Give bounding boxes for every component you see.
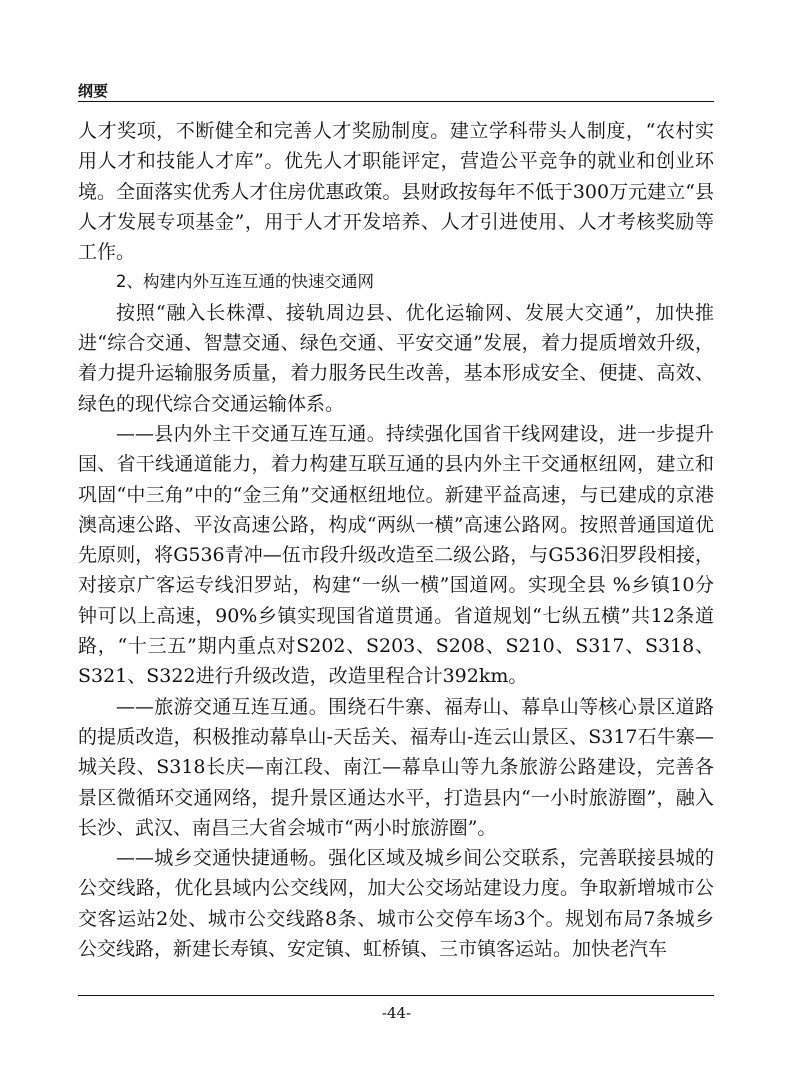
- document-body: [78, 116, 714, 964]
- paragraph-urban-rural-transit: ——城乡交通快捷通畅。强化区域及城乡间公交联系，完善联接县城的公交线路，优化县域内公交线网，加大公交场站建设力度。争取新增城市公交客运站2处、城市公交线路8条、城市公交停车场3个。规划布局7条城乡公交线路，新建长寿镇、安定镇、虹桥镇、三市镇客运站。加快老汽车: [78, 847, 714, 961]
- page-number: -44-: [381, 1004, 412, 1022]
- paragraph-trunk-roads: ——县内外主干交通互连互通。持续强化国省干线网建设，进一步提升国、省干线通道能力，着力构建互联互通的县内外主干交通枢纽网，建立和巩固“中三角”中的“金三角”交通枢纽地位。新建平益高速，与已建成的京港澳高速公路、平汝高速公路，构成“两纵一横”高速公路网。按照普通国道优先原则，将G536青冲—伍市段升级改造至二级公路，与G536汨罗段相接，对接京广客运专线汨罗站，构建“一纵一横”国道网。实现全县 %乡镇10分钟可以上高速，90%乡镇实现国省道贯通。省道规划“七纵五横”共12条道路，“十三五”期内重点对S202、S203、S208、S210、S317、S318、S321、S322进行升级改造，改造里程合计392km。: [78, 422, 714, 688]
- paragraph-transport-overview: 按照“融入长株潭、接轨周边县、优化运输网、发展大交通”，加快推进“综合交通、智慧交通、绿色交通、平安交通”发展，着力提质增效升级，着力提升运输服务质量，着力服务民生改善，基本形成安全、便捷、高效、绿色的现代综合交通运输体系。: [78, 301, 714, 415]
- paragraph-tourism-roads: ——旅游交通互连互通。围绕石牛寨、福寿山、幕阜山等核心景区道路的提质改造，积极推动幕阜山-天岳关、福寿山-连云山景区、S317石牛寨—城关段、S318长庆—南江段、南江—幕阜山等九条旅游公路建设，完善各景区微循环交通网络，提升景区通达水平，打造县内“一小时旅游圈”，融入长沙、武汉、南昌三大省会城市“两小时旅游圈”。: [78, 695, 714, 839]
- header-divider: [78, 101, 714, 102]
- footer-divider: [78, 995, 714, 996]
- paragraph-talent-awards: 人才奖项，不断健全和完善人才奖励制度。建立学科带头人制度，“农村实用人才和技能人才库”。优先人才职能评定，营造公平竞争的就业和创业环境。全面落实优秀人才住房优惠政策。县财政按每年不低于300万元建立“县人才发展专项基金”，用于人才开发培养、人才引进使用、人才考核奖励等工作。: [78, 120, 714, 264]
- section-heading-transport-network: 2、构建内外互连互通的快速交通网: [116, 272, 374, 292]
- running-header-title: 纲要: [78, 82, 109, 100]
